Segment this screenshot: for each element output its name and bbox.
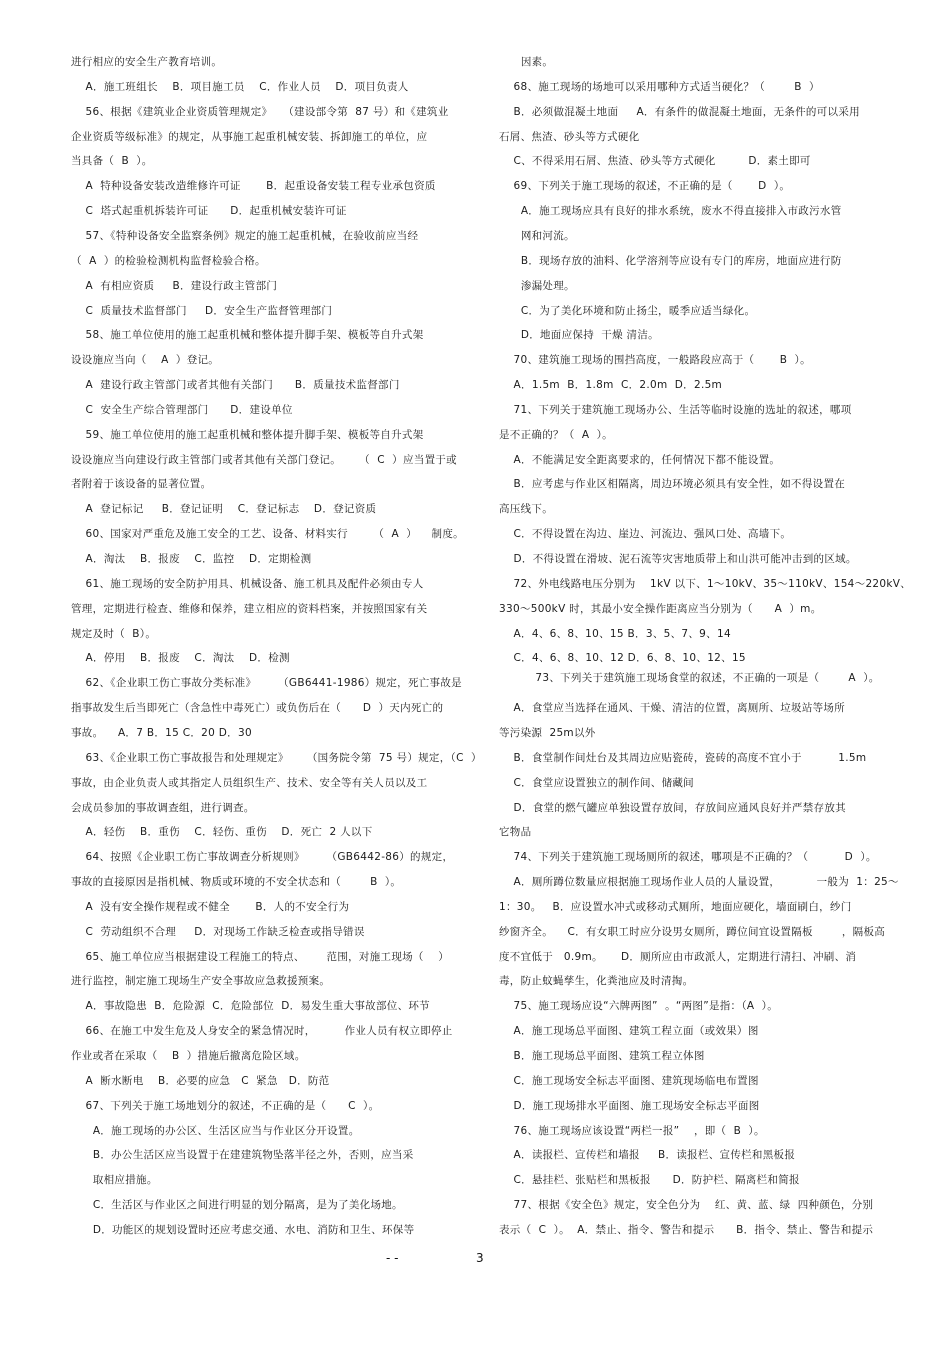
text-line: 76、施工现场应该设置“两栏一报” ，即（ B ）。 [499, 1125, 765, 1137]
page-number: 3 [476, 1251, 484, 1265]
text-line: C．生活区与作业区之间进行明显的划分隔离，是为了美化场地。 [71, 1199, 403, 1211]
text-line: 石屑、焦渣、砂头等方式硬化 [499, 131, 640, 143]
text-line: 设设施应当向建设行政主管部门或者其他有关部门登记。 （ C ）应当置于或 [71, 454, 457, 466]
text-line: 因素。 [499, 56, 554, 68]
text-line: 指事故发生后当即死亡（含急性中毒死亡）或负伤后在（ D ）天内死亡的 [71, 702, 444, 714]
text-line: 毒，防止蚊蝇孳生，化粪池应及时清掏。 [499, 975, 694, 987]
text-line: 规定及时（ B）。 [71, 628, 157, 640]
text-line: B．食堂制作间灶台及其周边应贴瓷砖，瓷砖的高度不宜小于 1.5m [499, 752, 867, 764]
text-line: 65、施工单位应当根据建设工程施工的特点、 范围，对施工现场（ ） [71, 951, 450, 963]
text-line: 69、下列关于施工现场的叙述，不正确的是（ D ）。 [499, 180, 791, 192]
text-line: B．应考虑与作业区相隔离，周边环境必须具有安全性，如不得设置在 [499, 478, 846, 490]
text-line: 62、《企业职工伤亡事故分类标准》 （GB6441-1986）规定，死亡事故是 [71, 677, 462, 689]
text-line: 企业资质等级标准》的规定，从事施工起重机械安装、拆卸施工的单位，应 [71, 131, 428, 143]
text-line: 74、下列关于建筑施工现场厕所的叙述，哪项是不正确的？（ D ）。 [499, 851, 877, 863]
text-line: 71、下列关于建筑施工现场办公、生活等临时设施的选址的叙述，哪项 [499, 404, 852, 416]
text-line: D．施工现场排水平面图、施工现场安全标志平面图 [499, 1100, 760, 1112]
text-line: 度不宜低于 0.9m。 D．厕所应由市政派人，定期进行清扫、冲刷、消 [499, 951, 857, 963]
text-line: A．1.5m B．1.8m C．2.0m D．2.5m [499, 379, 723, 391]
text-line: 59、施工单位使用的施工起重机械和整体提升脚手架、模板等自升式架 [71, 429, 424, 441]
text-line: 它物品 [499, 826, 532, 838]
text-line: C 塔式起重机拆装许可证 D．起重机械安装许可证 [71, 205, 347, 217]
text-line: 60、国家对严重危及施工安全的工艺、设备、材料实行 （ A ） 制度。 [71, 528, 464, 540]
text-line: 75、施工现场应设“六牌两图” 。“两图”是指：（A ）。 [499, 1000, 779, 1012]
text-line: 77、根据《安全色》规定，安全色分为 红、黄、蓝、绿 四种颜色，分别 [499, 1199, 874, 1211]
text-line: A．不能满足安全距离要求的，任何情况下都不能设置。 [499, 454, 781, 466]
text-line: 管理，定期进行检查、维修和保养，建立相应的资料档案，并按照国家有关 [71, 603, 428, 615]
text-line: 73、下列关于建筑施工现场食堂的叙述，不正确的一项是（ A ）。 [499, 672, 880, 684]
text-line: C．不得设置在沟边、崖边、河流边、强风口处、高墙下。 [499, 528, 792, 540]
text-line: C 质量技术监督部门 D．安全生产监督管理部门 [71, 305, 333, 317]
text-line: B．办公生活区应当设置于在建建筑物坠落半径之外，否则，应当采 [71, 1149, 414, 1161]
footer-dashes: - - [386, 1251, 399, 1265]
text-line: 纱窗齐全。 C．有女职工时应分设男女厕所，蹲位间宜设置隔板 ，隔板高 [499, 926, 886, 938]
text-line: C．施工现场安全标志平面图、建筑现场临电布置图 [499, 1075, 759, 1087]
text-line: A．施工班组长 B．项目施工员 C．作业人员 D．项目负责人 [71, 81, 409, 93]
text-line: 高压线下。 [499, 503, 553, 515]
text-line: 会成员参加的事故调查组，进行调查。 [71, 802, 255, 814]
text-line: A．4、6、8、10、15 B．3、5、7、9、14 [499, 628, 731, 640]
text-line: A 有相应资质 B．建设行政主管部门 [71, 280, 278, 292]
text-line: 1：30。 B．应设置水冲式或移动式厕所，地面应硬化，墙面刷白，纱门 [499, 901, 852, 913]
text-line: A．施工现场总平面图、建筑工程立面（或效果）图 [499, 1025, 759, 1037]
text-line: 当具备（ B ）。 [71, 155, 153, 167]
text-line: 63、《企业职工伤亡事故报告和处理规定》 （国务院令第 75 号）规定，（C ） [71, 752, 482, 764]
text-line: A 没有安全操作规程或不健全 B．人的不安全行为 [71, 901, 350, 913]
text-line: 72、外电线路电压分别为 1kV 以下、1～10kV、35～110kV、154～220kV、 [499, 578, 912, 590]
text-line: A．淘汰 B．报废 C．监控 D．定期检测 [71, 553, 312, 565]
text-line: A 特种设备安装改造维修许可证 B．起重设备安装工程专业承包资质 [71, 180, 436, 192]
text-line: 者附着于该设备的显著位置。 [71, 478, 212, 490]
text-line: 表示（ C ）。 A．禁止、指令、警告和提示 B．指令、禁止、警告和提示 [499, 1224, 874, 1236]
text-line: C、不得采用石屑、焦渣、砂头等方式硬化 D．素土即可 [499, 155, 811, 167]
text-line: C．食堂应设置独立的制作间、储藏间 [499, 777, 694, 789]
text-line: 作业或者在采取（ B ）措施后撤离危险区域。 [71, 1050, 306, 1062]
text-line: 取相应措施。 [71, 1174, 158, 1186]
text-line: 进行监控，制定施工现场生产安全事故应急救援预案。 [71, 975, 331, 987]
text-line: C．4、6、8、10、12 D．6、8、10、12、15 [499, 652, 746, 664]
text-line: 网和河流。 [499, 230, 575, 242]
text-line: 等污染源 25m以外 [499, 727, 596, 739]
text-line: 是不正确的？（ A ）。 [499, 429, 613, 441]
text-line: A．事故隐患 B．危险源 C．危险部位 D．易发生重大事故部位、环节 [71, 1000, 430, 1012]
text-line: 330～500kV 时，其最小安全操作距离应当分别为（ A ）m。 [499, 603, 822, 615]
text-line: 66、在施工中发生危及人身安全的紧急情况时， 作业人员有权立即停止 [71, 1025, 453, 1037]
text-line: 事故。 A．7 B．15 C．20 D．30 [71, 727, 252, 739]
text-line: 56、根据《建筑业企业资质管理规定》 （建设部令第 87 号）和《建筑业 [71, 106, 449, 118]
text-line: B．现场存放的油料、化学溶剂等应设有专门的库房，地面应进行防 [499, 255, 842, 267]
text-line: 67、下列关于施工场地划分的叙述，不正确的是（ C ）。 [71, 1100, 380, 1112]
text-line: A．轻伤 B．重伤 C．轻伤、重伤 D．死亡 2 人以下 [71, 826, 373, 838]
text-line: A 建设行政主管部门或者其他有关部门 B．质量技术监督部门 [71, 379, 400, 391]
text-line: A．施工现场的办公区、生活区应当与作业区分开设置。 [71, 1125, 360, 1137]
text-line: A．停用 B．报废 C．淘汰 D．检测 [71, 652, 290, 664]
text-line: 渗漏处理。 [499, 280, 575, 292]
text-line: B．施工现场总平面图、建筑工程立体图 [499, 1050, 705, 1062]
text-line: A 登记标记 B．登记证明 C．登记标志 D．登记资质 [71, 503, 377, 515]
text-line: D．食堂的燃气罐应单独设置存放间，存放间应通风良好并严禁存放其 [499, 802, 846, 814]
text-line: A．食堂应当选择在通风、干燥、清洁的位置，离厕所、垃圾站等场所 [499, 702, 846, 714]
text-line: 70、建筑施工现场的围挡高度，一般路段应高于（ B ）。 [499, 354, 811, 366]
text-line: （ A ）的检验检测机构监督检验合格。 [71, 255, 266, 267]
text-line: C．为了美化环境和防止扬尘，暖季应适当绿化。 [499, 305, 756, 317]
text-line: B．必须做混凝土地面 A．有条件的做混凝土地面，无条件的可以采用 [499, 106, 860, 118]
text-line: A 断水断电 B．必要的应急 C 紧急 D．防范 [71, 1075, 330, 1087]
text-line: A．读报栏、宣传栏和墙报 B．读报栏、宣传栏和黑板报 [499, 1149, 796, 1161]
text-line: A．厕所蹲位数量应根据施工现场作业人员的人量设置， 一般为 1：25～ [499, 876, 899, 888]
text-line: 设设施应当向（ A ）登记。 [71, 354, 220, 366]
text-line: A．施工现场应具有良好的排水系统，废水不得直接排入市政污水管 [499, 205, 842, 217]
text-line: D．功能区的规划设置时还应考虑交通、水电、消防和卫生、环保等 [71, 1224, 415, 1236]
text-line: D．不得设置在滑坡、泥石流等灾害地质带上和山洪可能冲击到的区域。 [499, 553, 857, 565]
text-line: 61、施工现场的安全防护用具、机械设备、施工机具及配件必须由专人 [71, 578, 424, 590]
text-line: C．悬挂栏、张贴栏和黑板报 D．防护栏、隔离栏和简报 [499, 1174, 800, 1186]
text-line: 57、《特种设备安全监察条例》规定的施工起重机械，在验收前应当经 [71, 230, 419, 242]
text-line: C 劳动组织不合理 D．对现场工作缺乏检查或指导错误 [71, 926, 365, 938]
text-line: 58、施工单位使用的施工起重机械和整体提升脚手架、模板等自升式架 [71, 329, 424, 341]
text-line: D．地面应保持 干燥 清洁。 [499, 329, 659, 341]
text-line: 事故，由企业负责人或其指定人员组织生产、技术、安全等有关人员以及工 [71, 777, 428, 789]
text-line: 进行相应的安全生产教育培训。 [71, 56, 223, 68]
text-line: 64、按照《企业职工伤亡事故调查分析规则》 （GB6442-86）的规定， [71, 851, 454, 863]
text-line: 事故的直接原因是指机械、物质或环境的不安全状态和（ B ）。 [71, 876, 402, 888]
text-line: 68、施工现场的场地可以采用哪种方式适当硬化？（ B ） [499, 81, 820, 93]
text-line: C 安全生产综合管理部门 D．建设单位 [71, 404, 293, 416]
